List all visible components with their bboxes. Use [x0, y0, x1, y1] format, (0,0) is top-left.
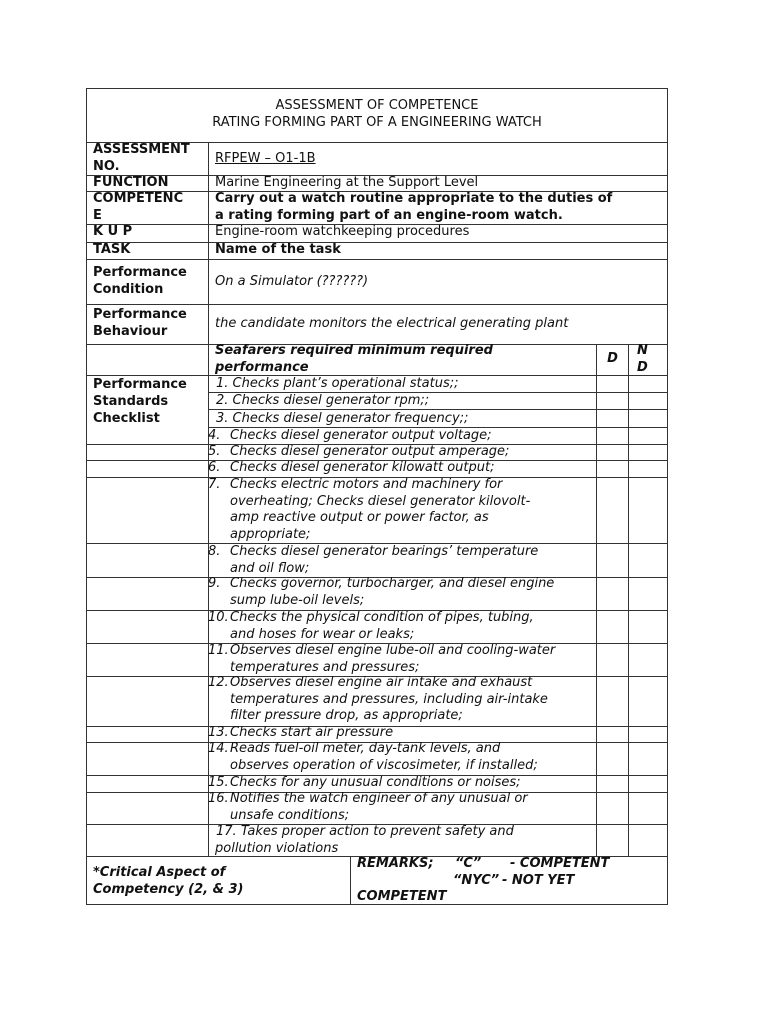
- checklist-label: Checklist: [93, 411, 160, 426]
- kup-label: K U P: [93, 224, 133, 239]
- function-label: FUNCTION: [93, 175, 169, 190]
- divider: [87, 304, 667, 305]
- performance-behaviour-label: Behaviour: [93, 324, 168, 339]
- checklist-item: 12.Observes diesel engine air intake and exhaust temperatures and pressures, including air-intake filter pressure drop, as appropriate;: [208, 675, 548, 723]
- competence-value: a rating forming part of an engine-room watch.: [215, 208, 563, 223]
- performance-behaviour-label: Performance: [93, 307, 187, 322]
- checklist-item: 5. Checks diesel generator output amperage;: [208, 444, 510, 459]
- divider: [87, 242, 667, 243]
- performance-condition-label: Performance: [93, 265, 187, 280]
- column-nd-header: D: [637, 360, 648, 375]
- divider: [87, 259, 667, 260]
- assessment-form: [86, 88, 668, 905]
- checklist-item: 3. Checks diesel generator frequency;;: [216, 411, 469, 426]
- remarks-nyc-text: COMPETENT: [357, 889, 447, 904]
- checklist-item: 9. Checks governor, turbocharger, and diesel engine sump lube-oil levels;: [208, 576, 555, 608]
- checklist-label: Standards: [93, 394, 169, 409]
- checklist-heading: Seafarers required minimum required: [215, 343, 493, 358]
- remarks-nyc-text: - NOT YET: [502, 873, 575, 888]
- column-nd-header: N: [637, 343, 648, 358]
- checklist-item: 1. Checks plant’s operational status;;: [216, 376, 459, 391]
- critical-aspect: Competency (2, & 3): [93, 882, 244, 897]
- kup-value: Engine-room watchkeeping procedures: [215, 224, 470, 239]
- competence-value: Carry out a watch routine appropriate to the duties of: [215, 191, 613, 206]
- remarks-label: REMARKS;: [357, 856, 434, 871]
- checklist-item: 6. Checks diesel generator kilowatt output;: [208, 460, 495, 475]
- function-value: Marine Engineering at the Support Level: [215, 175, 479, 190]
- remarks-nyc-code: “NYC”: [453, 873, 500, 888]
- assessment-no-value: RFPEW – O1-1B: [215, 151, 316, 166]
- checklist-item: 4. Checks diesel generator output voltage;: [208, 428, 492, 443]
- form-title: ASSESSMENT OF COMPETENCE: [275, 98, 479, 113]
- checklist-item: 7. Checks electric motors and machinery for overheating; Checks diesel generator kilovolt- amp reactive output or power factor, as appropriate;: [208, 477, 531, 542]
- checklist-item: 17. Takes proper action to prevent safety and pollution violations: [215, 824, 514, 856]
- assessment-no-label: ASSESSMENT: [93, 142, 190, 157]
- critical-aspect: *Critical Aspect of: [93, 865, 226, 880]
- column-d-header: D: [607, 351, 618, 366]
- form-subtitle: RATING FORMING PART OF A ENGINEERING WATCH: [212, 115, 542, 130]
- checklist-item: 10.Checks the physical condition of pipes, tubing, and hoses for wear or leaks;: [208, 610, 534, 642]
- checklist-label: Performance: [93, 377, 187, 392]
- performance-condition-label: Condition: [93, 282, 164, 297]
- checklist-item: 13.Checks start air pressure: [208, 725, 394, 740]
- checklist-item: 14.Reads fuel-oil meter, day-tank levels, and observes operation of viscosimeter, if installed;: [208, 741, 538, 773]
- divider: [628, 344, 629, 856]
- remarks-competent-text: - COMPETENT: [510, 856, 610, 871]
- remarks-competent-code: “C”: [455, 856, 482, 871]
- performance-behaviour-value: the candidate monitors the electrical generating plant: [215, 316, 569, 331]
- checklist-heading: performance: [215, 360, 309, 375]
- assessment-no-label: NO.: [93, 159, 120, 174]
- task-value: Name of the task: [215, 242, 341, 257]
- competence-label: E: [93, 208, 102, 223]
- competence-label: COMPETENC: [93, 191, 184, 206]
- checklist-item: 2. Checks diesel generator rpm;;: [216, 393, 430, 408]
- task-label: TASK: [93, 242, 131, 257]
- checklist-item: 15.Checks for any unusual conditions or noises;: [208, 775, 521, 790]
- performance-condition-value: On a Simulator (??????): [215, 274, 369, 289]
- checklist-item: 8. Checks diesel generator bearings’ temperature and oil flow;: [208, 544, 539, 576]
- checklist-item: 11.Observes diesel engine lube-oil and cooling-water temperatures and pressures;: [208, 643, 556, 675]
- checklist-item: 16.Notifies the watch engineer of any unusual or unsafe conditions;: [208, 791, 528, 823]
- divider: [350, 856, 351, 904]
